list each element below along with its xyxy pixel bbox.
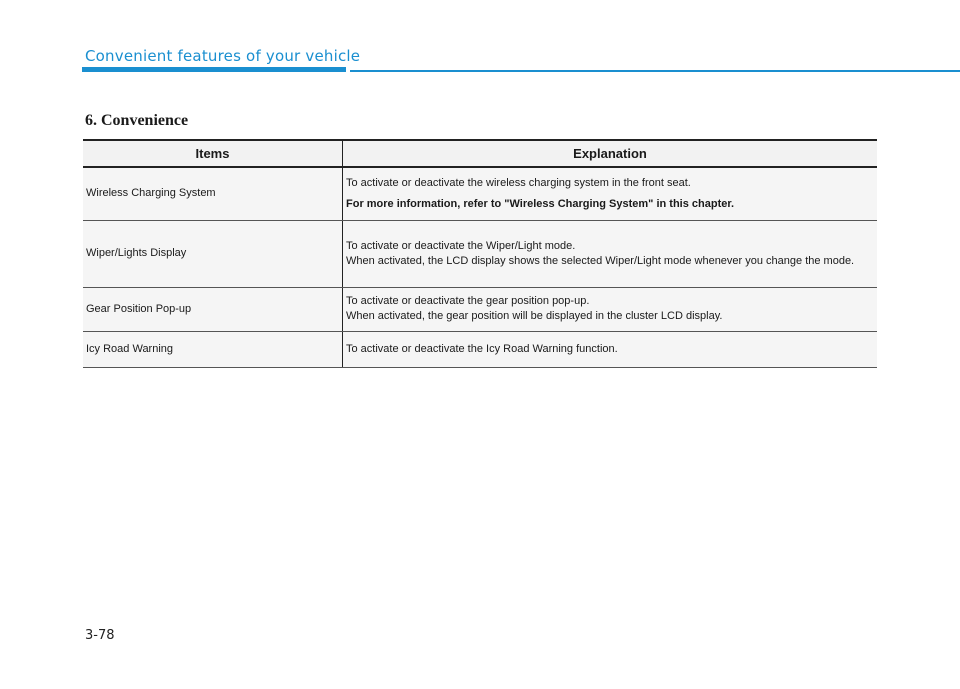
explanation-line: To activate or deactivate the Wiper/Light mode. — [346, 239, 576, 252]
row-explanation — [343, 287, 878, 331]
row-explanation — [343, 331, 878, 367]
row-explanation — [343, 220, 878, 287]
column-header-items: Items — [83, 140, 343, 167]
row-item: Gear Position Pop-up — [83, 287, 343, 331]
explanation-line: When activated, the LCD display shows the selected Wiper/Light mode whenever you change the mode. — [346, 254, 855, 267]
table-row — [83, 167, 877, 220]
explanation-line: To activate or deactivate the Icy Road Warning function. — [346, 342, 618, 355]
row-explanation — [343, 167, 878, 220]
table-row — [83, 287, 877, 331]
row-item: Wiper/Lights Display — [83, 220, 343, 287]
table-row — [83, 220, 877, 287]
table-row — [83, 331, 877, 367]
header-rule-line — [350, 70, 960, 72]
chapter-header-title: Convenient features of your vehicle — [85, 47, 361, 65]
column-header-explanation: Explanation — [343, 140, 878, 167]
explanation-line: To activate or deactivate the gear position pop-up. — [346, 295, 590, 307]
row-item: Icy Road Warning — [83, 331, 343, 367]
explanation-note: For more information, refer to "Wireless Charging System" in this chapter. — [346, 197, 735, 210]
explanation-line: To activate or deactivate the wireless charging system in the front seat. — [346, 176, 691, 189]
header-accent-bar — [82, 67, 346, 72]
row-item: Wireless Charging System — [83, 167, 343, 220]
page-number: 3-78 — [85, 628, 115, 643]
explanation-line: When activated, the gear position will be displayed in the cluster LCD display. — [346, 310, 723, 322]
table-header-row — [83, 140, 877, 167]
convenience-table — [83, 139, 877, 368]
section-title: 6. Convenience — [85, 112, 189, 129]
